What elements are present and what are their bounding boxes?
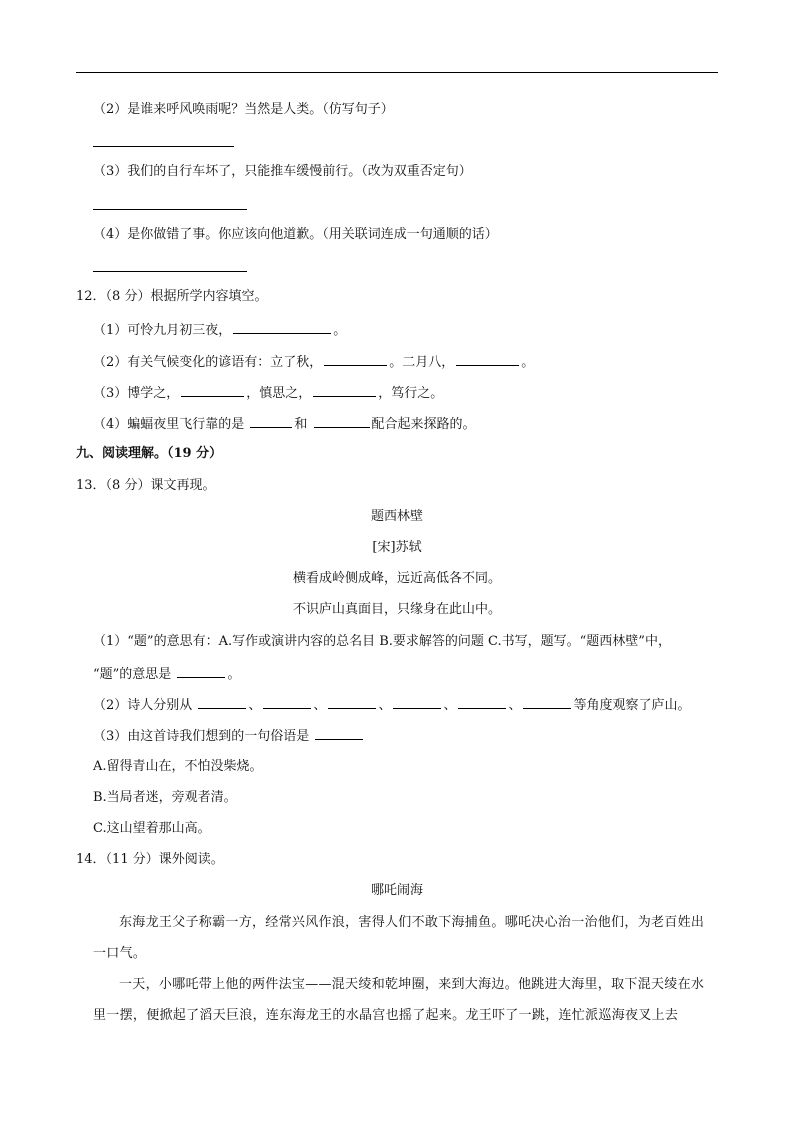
q12-item2-blank-1[interactable] [324,353,387,366]
q13-sub2-blank-1[interactable] [198,696,246,709]
q13-sub2-text-a: （2）诗人分别从 [93,698,197,713]
q12-header: 12．（8 分）根据所学内容填空。 [76,289,268,304]
section-title: 九、阅读理解。（19 分） [76,446,223,461]
q13-sub2-sep: 、 [313,698,327,713]
q13-sub2-sep: 、 [248,698,262,713]
q12-item4-text-a: （4）蝙蝠夜里飞行靠的是 [93,417,249,432]
q11-item2-answer-line[interactable] [93,146,234,147]
q12-item3-text-c: ，笃行之。 [378,386,444,401]
poem-author: [宋]苏轼 [372,540,422,555]
q12-item2 [93,353,534,371]
q12-item2-text-c: 。 [521,355,535,370]
q12-item1-blank[interactable] [233,321,331,334]
q12-item3 [93,384,443,402]
q12-item4 [93,415,476,433]
q12-item1 [93,321,346,339]
q12-item4-blank-1[interactable] [250,415,292,428]
q13-sub2-sep: 、 [378,698,392,713]
q13-sub2-blank-5[interactable] [458,696,506,709]
q11-item2: （2）是谁来呼风唤雨呢？当然是人类。（仿写句子） [93,102,394,117]
q12-item3-text-a: （3）博学之， [93,386,180,401]
q13-sub2-blank-2[interactable] [263,696,311,709]
header-rule [76,72,718,73]
q12-item3-blank-2[interactable] [313,384,376,397]
q13-sub1-line2 [93,665,240,683]
q13-sub2-blank-3[interactable] [328,696,376,709]
q12-item3-blank-1[interactable] [181,384,244,397]
q12-item2-text-a: （2）有关气候变化的谚语有：立了秋， [93,355,323,370]
q13-sub2-sep: 、 [508,698,522,713]
poem-line-1: 横看成岭侧成峰，远近高低各不同。 [292,571,501,586]
q12-item2-text-b: 。二月八， [389,355,455,370]
poem-line-2: 不识庐山真面目，只缘身在此山中。 [292,602,501,617]
poem-title: 题西林壁 [370,509,423,524]
q13-option-c: C.这山望着那山高。 [93,821,211,836]
q13-sub2 [93,696,691,714]
q12-item2-blank-2[interactable] [456,353,519,366]
q13-sub2-blank-6[interactable] [523,696,571,709]
q13-sub3-text: （3）由这首诗我们想到的一句俗语是 [93,729,314,744]
q12-item4-blank-2[interactable] [314,415,370,428]
q14-header: 14．（11 分）课外阅读。 [76,852,224,867]
story-paragraph-2: 一天，小哪吒带上他的两件法宝——混天绫和乾坤圈，来到大海边。他跳进大海里，取下混天绫在水里一摆，便掀起了滔天巨浪，连东海龙王的水晶宫也摇了起来。龙王吓了一跳，连忙派巡海夜叉上去 [93,977,705,1023]
q13-sub1-text-a: “题”的意思是 [93,667,176,682]
q13-header: 13．（8 分）课文再现。 [76,478,216,493]
story-paragraph-1: 东海龙王父子称霸一方，经常兴风作浪，害得人们不敢下海捕鱼。哪吒决心治一治他们，为老百姓出一口气。 [93,915,705,961]
q13-sub2-sep: 、 [443,698,457,713]
q13-sub3-blank[interactable] [315,727,363,740]
story-title: 哪吒闹海 [370,883,423,898]
q12-item1-text-a: （1）可怜九月初三夜， [93,323,232,338]
q11-item4: （4）是你做错了事。你应该向他道歉。（用关联词连成一句通顺的话） [93,227,498,242]
q13-sub1-text-b: 。 [227,667,241,682]
q12-item1-text-b: 。 [333,323,347,338]
q12-item4-text-b: 和 [294,417,312,432]
q13-sub1-blank[interactable] [177,665,225,678]
q11-item3: （3）我们的自行车坏了，只能推车缓慢前行。（改为双重否定句） [93,164,472,179]
q11-item4-answer-line[interactable] [93,271,247,272]
q13-sub2-blank-4[interactable] [393,696,441,709]
q13-sub1-line1: （1）“题”的意思有：A.写作或演讲内容的总名目 B.要求解答的问题 C.书写，题写。“题西林壁”中， [93,634,671,649]
q13-sub2-text-b: 等角度观察了庐山。 [573,698,691,713]
q11-item3-answer-line[interactable] [93,209,247,210]
q12-item3-text-b: ，慎思之， [246,386,312,401]
q12-item4-text-c: 配合起来探路的。 [371,417,476,432]
q13-option-b: B.当局者迷，旁观者清。 [93,790,237,805]
q13-option-a: A.留得青山在，不怕没柴烧。 [93,759,263,774]
q13-sub3 [93,727,365,745]
